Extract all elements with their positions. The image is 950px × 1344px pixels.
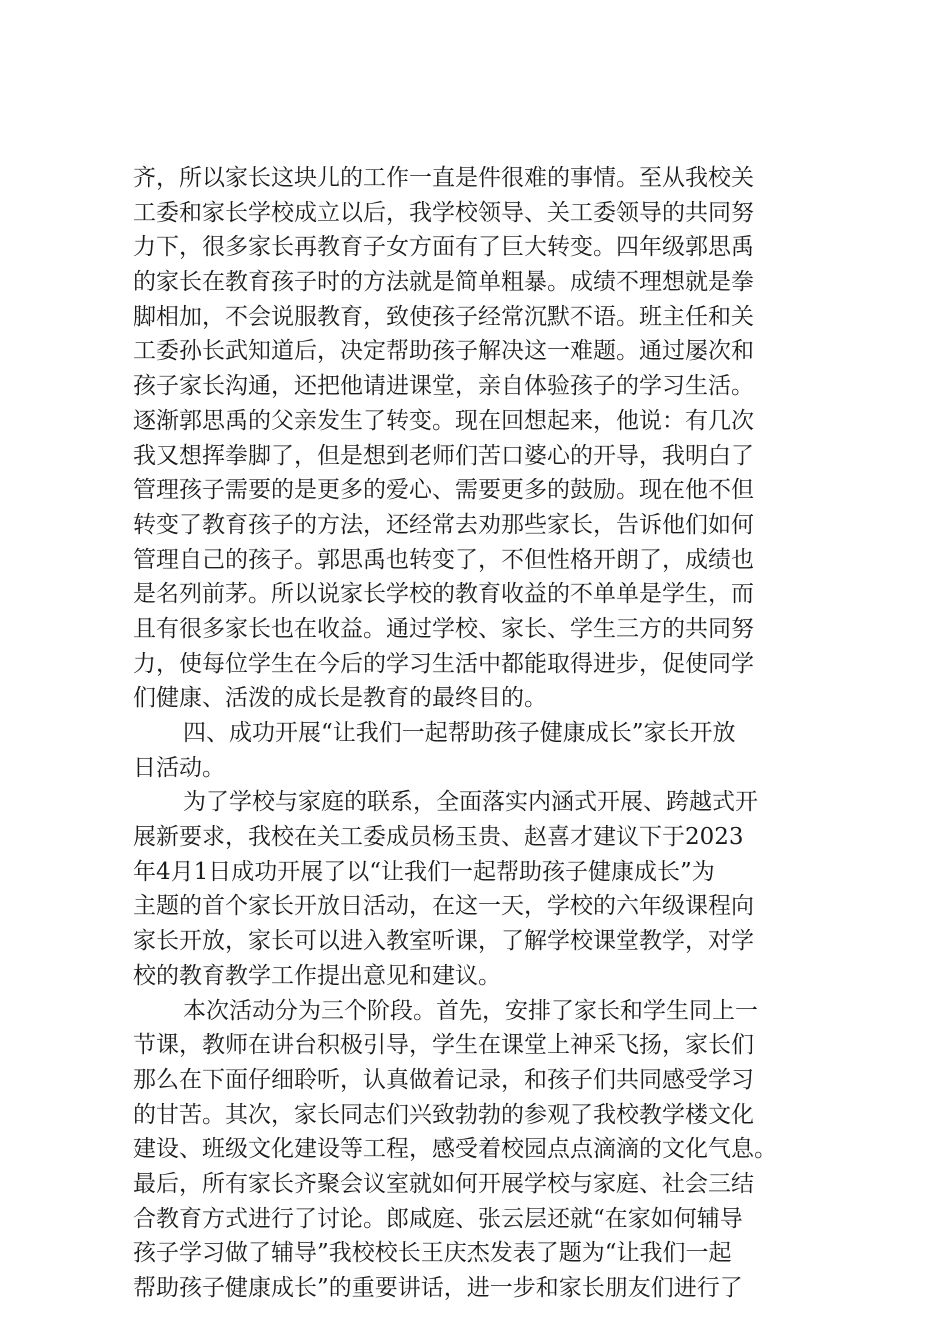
text-line: 本次活动分为三个阶段。首先，安排了家长和学生同上一 (183, 997, 758, 1024)
text-line: 最后，所有家长齐聚会议室就如何开展学校与家庭、社会三结 (133, 1170, 754, 1197)
text-line: 的甘苦。其次，家长同志们兴致勃勃的参观了我校教学楼文化 (133, 1101, 754, 1128)
text-line: 孩子家长沟通，还把他请进课堂，亲自体验孩子的学习生活。 (133, 373, 754, 400)
text-line: 的家长在教育孩子时的方法就是简单粗暴。成绩不理想就是拳 (133, 269, 754, 296)
text-line: 主题的首个家长开放日活动，在这一天，学校的六年级课程向 (133, 893, 754, 920)
text-line: 家长开放，家长可以进入教室听课，了解学校课堂教学，对学 (133, 928, 754, 955)
text-line: 们健康、活泼的成长是教育的最终目的。 (133, 685, 547, 712)
text-line: 校的教育教学工作提出意见和建议。 (133, 962, 501, 989)
text-line: 节课，教师在讲台积极引导，学生在课堂上神采飞扬，家长们 (133, 1032, 754, 1059)
text-line: 管理孩子需要的是更多的爱心、需要更多的鼓励。现在他不但 (133, 477, 754, 504)
text-line: 为了学校与家庭的联系，全面落实内涵式开展、跨越式开 (183, 789, 758, 816)
text-line: 展新要求，我校在关工委成员杨玉贵、赵喜才建议下于2023 (133, 824, 744, 851)
text-line: 我又想挥拳脚了，但是想到老师们苦口婆心的开导，我明白了 (133, 442, 754, 469)
text-line: 管理自己的孩子。郭思禹也转变了，不但性格开朗了，成绩也 (133, 546, 754, 573)
text-line: 四、成功开展“让我们一起帮助孩子健康成长”家长开放 (183, 720, 736, 746)
text-line: 力，使每位学生在今后的学习生活中都能取得进步，促使同学 (133, 650, 754, 677)
text-line: 逐渐郭思禹的父亲发生了转变。现在回想起来，他说：有几次 (133, 407, 754, 434)
text-line: 建设、班级文化建设等工程，感受着校园点点滴滴的文化气息。 (133, 1136, 777, 1163)
text-line: 脚相加，不会说服教育，致使孩子经常沉默不语。班主任和关 (133, 303, 754, 330)
text-line: 帮助孩子健康成长”的重要讲话，进一步和家长朋友们进行了 (133, 1275, 743, 1301)
text-line: 孩子学习做了辅导”我校校长王庆杰发表了题为“让我们一起 (133, 1240, 732, 1267)
text-line: 年4月1日成功开展了以“让我们一起帮助孩子健康成长”为 (133, 858, 715, 885)
text-line: 工委和家长学校成立以后，我学校领导、关工委领导的共同努 (133, 199, 754, 226)
text-line: 是名列前茅。所以说家长学校的教育收益的不单单是学生，而 (133, 581, 754, 608)
text-line: 转变了教育孩子的方法，还经常去劝那些家长，告诉他们如何 (133, 511, 754, 538)
document-body (133, 161, 833, 1306)
text-line: 力下，很多家长再教育子女方面有了巨大转变。四年级郭思禹 (133, 234, 754, 261)
text-line: 且有很多家长也在收益。通过学校、家长、学生三方的共同努 (133, 615, 754, 642)
text-line: 日活动。 (133, 754, 225, 781)
text-line: 齐，所以家长这块儿的工作一直是件很难的事情。至从我校关 (133, 165, 754, 191)
text-line: 工委孙长武知道后，决定帮助孩子解决这一难题。通过屡次和 (133, 338, 754, 365)
text-line: 合教育方式进行了讨论。郎咸庭、张云层还就“在家如何辅导 (133, 1205, 743, 1232)
text-line: 那么在下面仔细聆听，认真做着记录，和孩子们共同感受学习 (133, 1066, 754, 1093)
